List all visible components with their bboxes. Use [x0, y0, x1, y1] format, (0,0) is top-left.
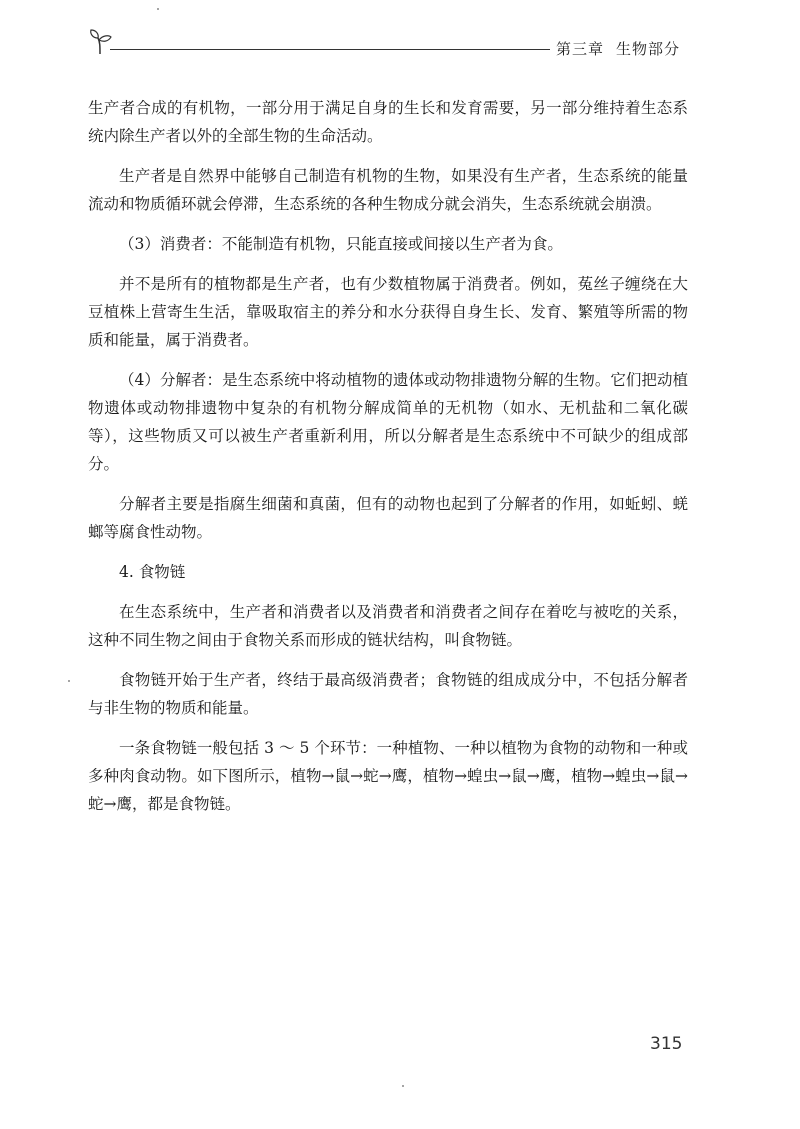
paragraph: 并不是所有的植物都是生产者，也有少数植物属于消费者。例如，菟丝子缠绕在大豆植株上营寄生生活，靠吸取宿主的养分和水分获得自身生长、发育、繁殖等所需的物质和能量，属于消费者。: [88, 275, 688, 349]
header-rule: [110, 49, 570, 50]
paragraph: 一条食物链一般包括 3 ～ 5 个环节：一种植物、一种以植物为食物的动物和一种或多种肉食动物。如下图所示，植物→鼠→蛇→鹰，植物→蝗虫→鼠→鹰，植物→蝗虫→鼠→蛇→鹰，都是食物链。: [88, 739, 688, 813]
scan-speck: [157, 8, 159, 10]
paragraph: 食物链开始于生产者，终结于最高级消费者；食物链的组成成分中，不包括分解者与非生物的物质和能量。: [88, 671, 688, 717]
scan-speck: [68, 680, 70, 682]
header-title: [550, 38, 680, 59]
paragraph: 分解者主要是指腐生细菌和真菌，但有的动物也起到了分解者的作用，如蚯蚓、蜣螂等腐食性动物。: [88, 495, 688, 541]
page-body: [88, 94, 688, 830]
page-number: 315: [650, 1034, 683, 1054]
sprout-icon: [88, 28, 114, 56]
paragraph: （3）消费者：不能制造有机物，只能直接或间接以生产者为食。: [119, 235, 563, 253]
paragraph: 在生态系统中，生产者和消费者以及消费者和消费者之间存在着吃与被吃的关系，这种不同生物之间由于食物关系而形成的链状结构，叫食物链。: [88, 603, 688, 649]
running-header: [88, 28, 688, 62]
paragraph: 生产者合成的有机物，一部分用于满足自身的生长和发育需要，另一部分维持着生态系统内除生产者以外的全部生物的生命活动。: [88, 99, 688, 145]
header-section: 生物部分: [616, 40, 681, 58]
section-heading: 4. 食物链: [119, 563, 186, 581]
scan-speck: [402, 1085, 404, 1087]
paragraph: 生产者是自然界中能够自己制造有机物的生物，如果没有生产者，生态系统的能量流动和物质循环就会停滞，生态系统的各种生物成分就会消失，生态系统就会崩溃。: [88, 167, 688, 213]
header-chapter: 第三章: [556, 40, 605, 58]
paragraph: （4）分解者：是生态系统中将动植物的遗体或动物排遗物分解的生物。它们把动植物遗体或动物排遗物中复杂的有机物分解成简单的无机物（如水、无机盐和二氧化碳等），这些物质又可以被生产者重新利用，所以分解者是生态系统中不可缺少的组成部分。: [88, 371, 688, 473]
